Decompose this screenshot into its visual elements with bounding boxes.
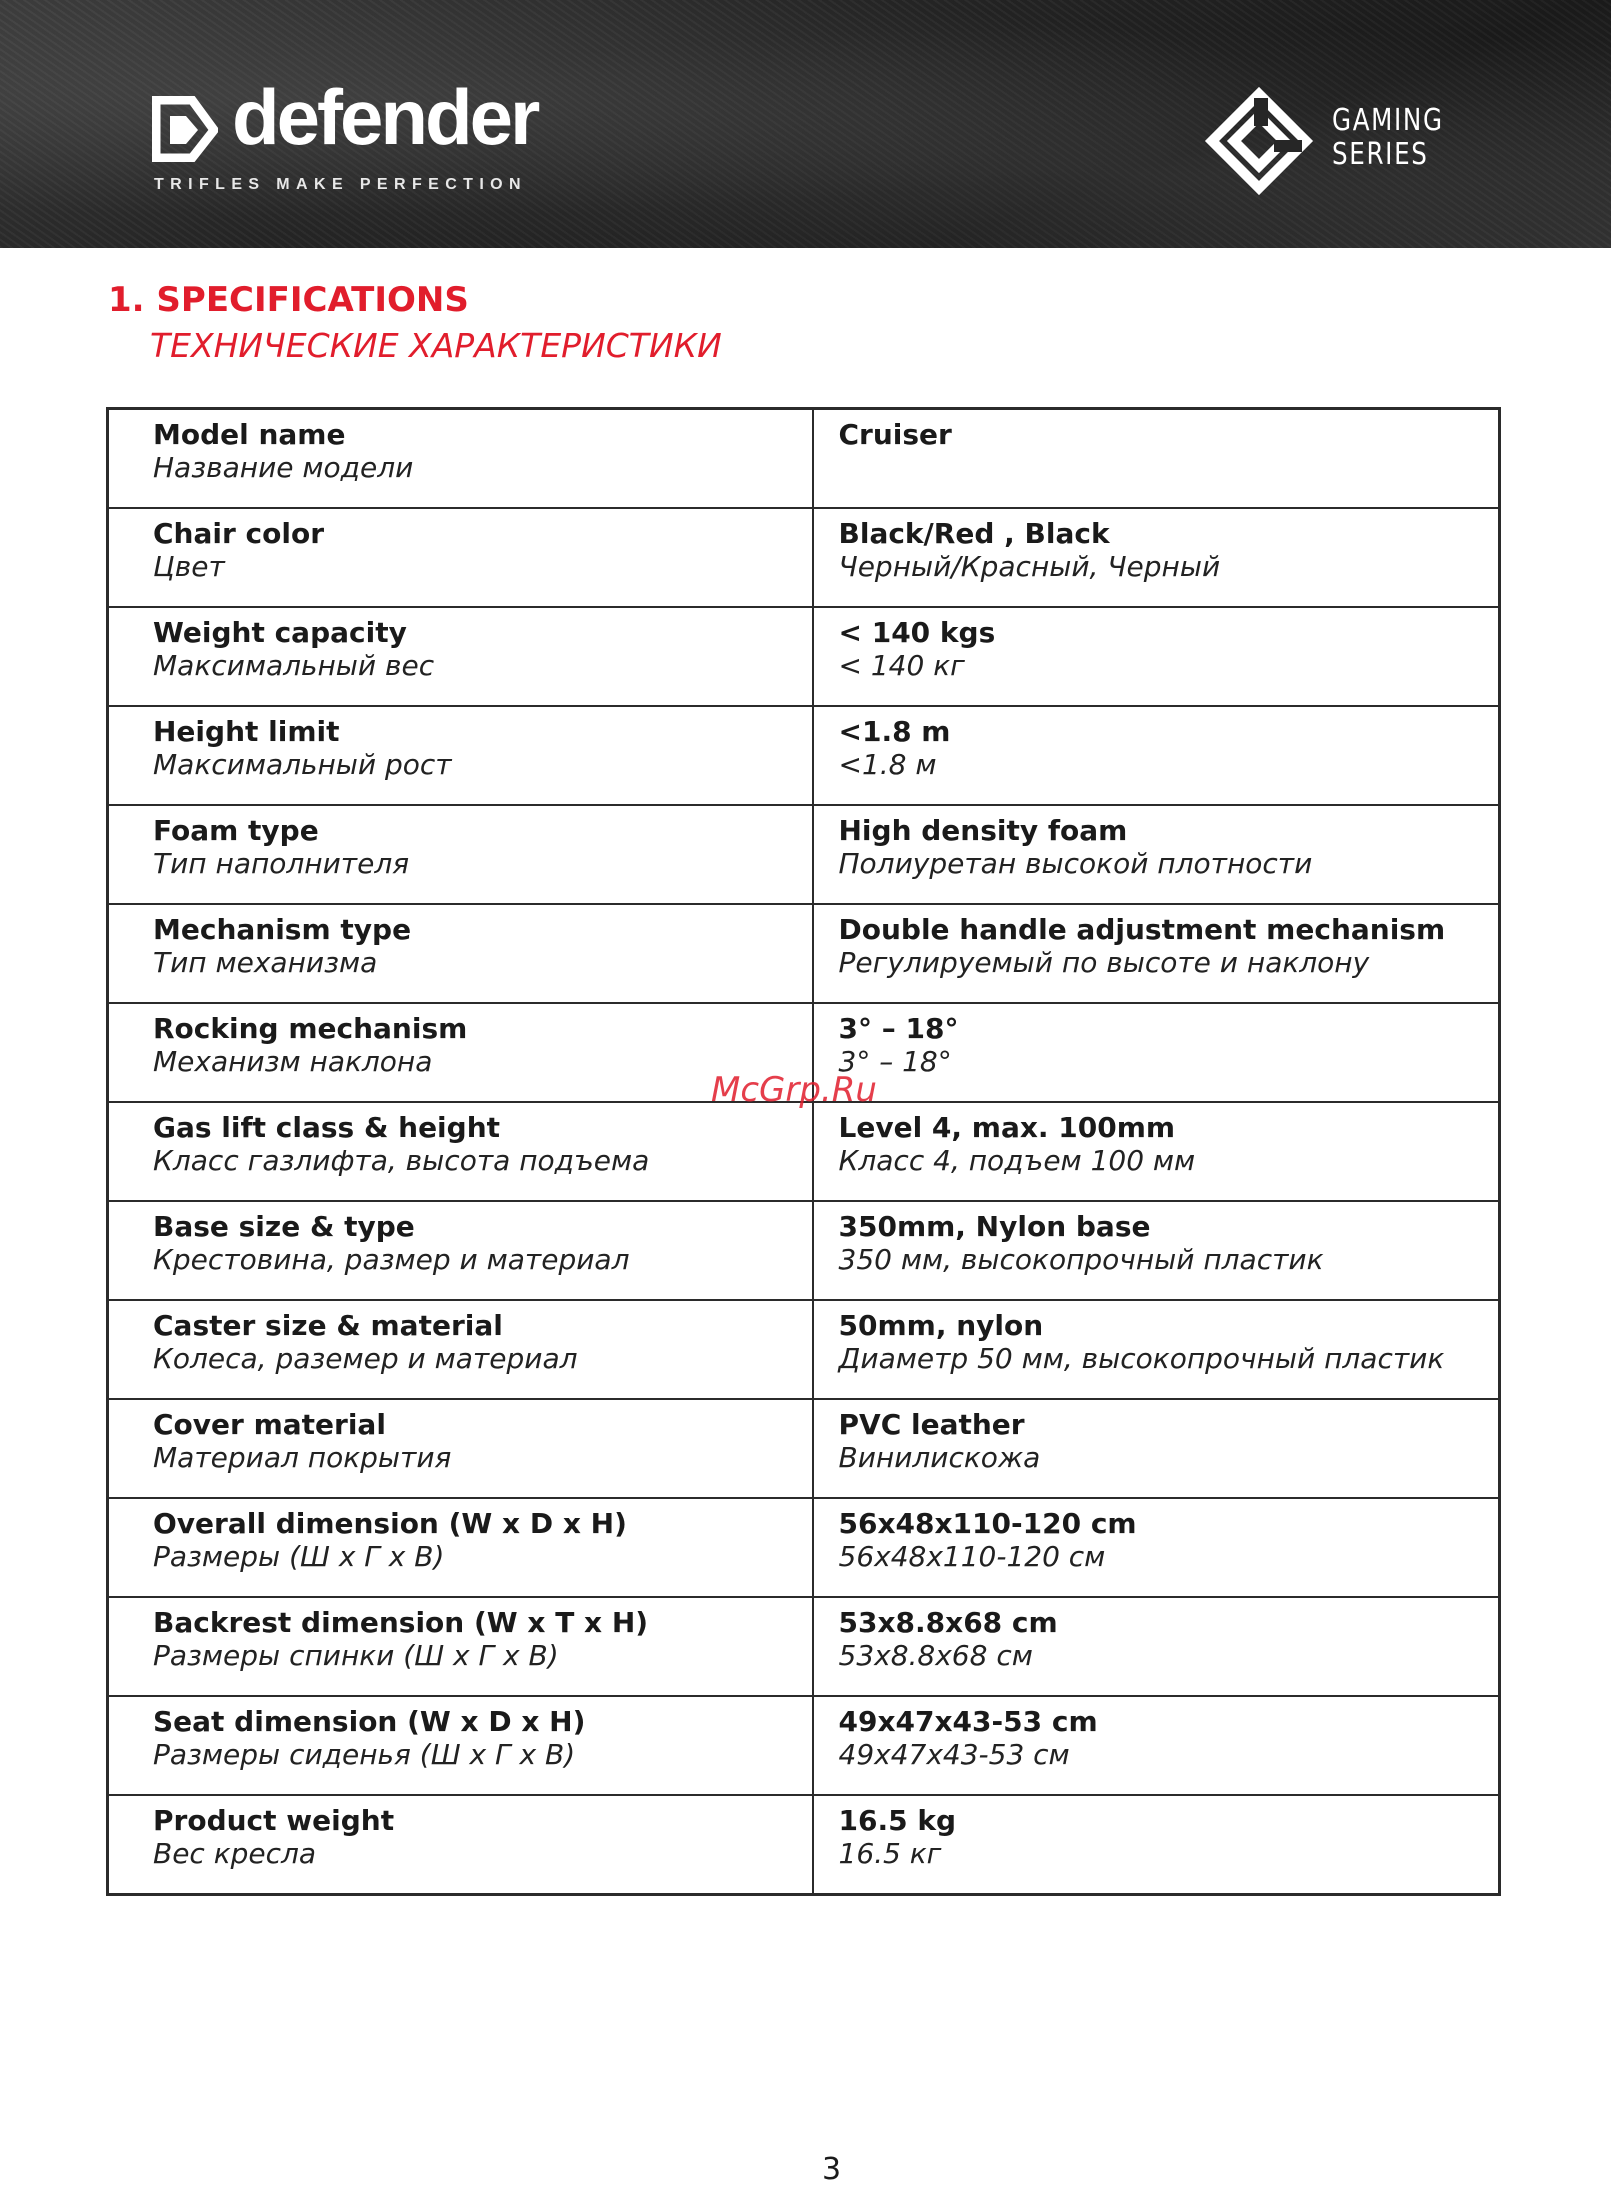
spec-value-ru: 53x8.8x68 см: [838, 1639, 1033, 1672]
spec-value-ru: Черный/Красный, Черный: [838, 550, 1221, 583]
spec-label-cell: [108, 1102, 813, 1201]
spec-value-cell: [813, 1795, 1500, 1895]
spec-value-ru: 16.5 кг: [838, 1837, 942, 1870]
spec-label-en: Backrest dimension (W x T x H): [153, 1606, 649, 1639]
spec-label-cell: [108, 1300, 813, 1399]
spec-label-ru: Класс газлифта, высота подъема: [153, 1144, 650, 1177]
spec-value-en: Cruiser: [838, 418, 952, 451]
spec-label-ru: Название модели: [153, 451, 414, 484]
spec-value-ru: <1.8 м: [838, 748, 937, 781]
spec-value-cell: [813, 706, 1500, 805]
spec-label-ru: Вес кресла: [153, 1837, 317, 1870]
table-row: [108, 706, 1500, 805]
spec-label-cell: [108, 1201, 813, 1300]
spec-value-ru: < 140 кг: [838, 649, 965, 682]
spec-label-ru: Максимальный рост: [153, 748, 452, 781]
spec-label-cell: [108, 508, 813, 607]
spec-label-ru: Тип механизма: [153, 946, 378, 979]
spec-value-en: 56x48x110-120 cm: [838, 1507, 1137, 1540]
spec-label-en: Rocking mechanism: [153, 1012, 468, 1045]
spec-label-cell: [108, 1399, 813, 1498]
spec-label-en: Base size & type: [153, 1210, 415, 1243]
spec-label-cell: [108, 607, 813, 706]
spec-label-ru: Размеры спинки (Ш х Г х В): [153, 1639, 559, 1672]
header-banner: [0, 0, 1611, 248]
spec-label-ru: Размеры (Ш х Г х В): [153, 1540, 445, 1573]
spec-label-en: Gas lift class & height: [153, 1111, 501, 1144]
spec-label-cell: [108, 1597, 813, 1696]
spec-label-ru: Тип наполнителя: [153, 847, 410, 880]
brand-name: defender: [232, 73, 538, 161]
spec-label-en: Seat dimension (W x D x H): [153, 1705, 586, 1738]
spec-value-cell: [813, 1003, 1500, 1102]
spec-label-en: Cover material: [153, 1408, 386, 1441]
defender-logo: [152, 73, 572, 202]
spec-value-en: Level 4, max. 100mm: [838, 1111, 1176, 1144]
table-row: [108, 607, 1500, 706]
spec-value-ru: 350 мм, высокопрочный пластик: [838, 1243, 1324, 1276]
spec-label-cell: [108, 409, 813, 509]
spec-label-ru: Максимальный вес: [153, 649, 435, 682]
brand-tagline: TRIFLES MAKE PERFECTION: [154, 176, 527, 193]
spec-value-cell: [813, 1498, 1500, 1597]
spec-value-en: High density foam: [838, 814, 1128, 847]
spec-label-en: Foam type: [153, 814, 319, 847]
section-title: 1. SPECIFICATIONS: [108, 280, 469, 320]
spec-label-cell: [108, 904, 813, 1003]
table-row: [108, 805, 1500, 904]
spec-value-en: 53x8.8x68 cm: [838, 1606, 1058, 1639]
spec-label-en: Chair color: [153, 517, 325, 550]
spec-label-ru: Колеса, раземер и материал: [153, 1342, 578, 1375]
table-row: [108, 1300, 1500, 1399]
gaming-series-logo: [1204, 86, 1464, 196]
spec-label-cell: [108, 1003, 813, 1102]
spec-value-ru: Винилискожа: [838, 1441, 1041, 1474]
spec-value-cell: [813, 1201, 1500, 1300]
page-number: 3: [822, 2152, 842, 2187]
spec-label-en: Caster size & material: [153, 1309, 503, 1342]
table-row: [108, 904, 1500, 1003]
spec-value-en: 16.5 kg: [838, 1804, 956, 1837]
spec-label-ru: Материал покрытия: [153, 1441, 452, 1474]
spec-value-en: PVC leather: [838, 1408, 1025, 1441]
spec-value-en: 3° – 18°: [838, 1012, 959, 1045]
table-row: [108, 1201, 1500, 1300]
spec-value-en: <1.8 m: [838, 715, 951, 748]
table-row: [108, 1399, 1500, 1498]
spec-label-en: Mechanism type: [153, 913, 412, 946]
specifications-body: [108, 409, 1500, 1895]
spec-value-cell: [813, 805, 1500, 904]
spec-value-cell: [813, 1399, 1500, 1498]
spec-label-en: Height limit: [153, 715, 340, 748]
spec-value-en: < 140 kgs: [838, 616, 996, 649]
spec-value-en: Double handle adjustment mechanism: [838, 913, 1446, 946]
gaming-series-line1: GAMING: [1332, 103, 1444, 138]
spec-value-ru: Класс 4, подъем 100 мм: [838, 1144, 1196, 1177]
spec-label-en: Product weight: [153, 1804, 395, 1837]
spec-value-cell: [813, 508, 1500, 607]
spec-value-en: Black/Red , Black: [838, 517, 1110, 550]
spec-value-cell: [813, 1597, 1500, 1696]
spec-value-ru: 3° – 18°: [838, 1045, 952, 1078]
gaming-series-text: [1332, 104, 1444, 172]
spec-value-ru: Диаметр 50 мм, высокопрочный пластик: [838, 1342, 1445, 1375]
spec-value-en: 49x47x43-53 cm: [838, 1705, 1098, 1738]
spec-value-cell: [813, 1300, 1500, 1399]
spec-label-ru: Механизм наклона: [153, 1045, 433, 1078]
table-row: [108, 508, 1500, 607]
defender-shield-icon: [152, 96, 218, 162]
spec-label-cell: [108, 1696, 813, 1795]
spec-value-ru: 56x48x110-120 см: [838, 1540, 1106, 1573]
spec-label-cell: [108, 706, 813, 805]
table-row: [108, 409, 1500, 509]
table-row: [108, 1795, 1500, 1895]
table-row: [108, 1498, 1500, 1597]
spec-label-en: Weight capacity: [153, 616, 407, 649]
spec-label-ru: Крестовина, размер и материал: [153, 1243, 630, 1276]
spec-value-en: 50mm, nylon: [838, 1309, 1044, 1342]
spec-label-en: Model name: [153, 418, 346, 451]
spec-value-en: 350mm, Nylon base: [838, 1210, 1151, 1243]
spec-label-ru: Размеры сиденья (Ш х Г х В): [153, 1738, 576, 1771]
spec-label-cell: [108, 1795, 813, 1895]
spec-value-cell: [813, 904, 1500, 1003]
spec-value-ru: 49x47x43-53 см: [838, 1738, 1070, 1771]
table-row: [108, 1696, 1500, 1795]
gaming-series-icon: [1204, 86, 1314, 196]
spec-value-cell: [813, 409, 1500, 509]
spec-label-cell: [108, 1498, 813, 1597]
spec-label-en: Overall dimension (W x D x H): [153, 1507, 627, 1540]
spec-value-ru: Регулируемый по высоте и наклону: [838, 946, 1370, 979]
spec-value-cell: [813, 607, 1500, 706]
table-row: [108, 1597, 1500, 1696]
table-row: [108, 1102, 1500, 1201]
spec-label-cell: [108, 805, 813, 904]
spec-value-cell: [813, 1102, 1500, 1201]
gaming-series-line2: SERIES: [1332, 137, 1429, 172]
specifications-table: [106, 407, 1501, 1896]
watermark: McGrp.Ru: [711, 1070, 877, 1110]
spec-label-ru: Цвет: [153, 550, 225, 583]
spec-value-ru: Полиуретан высокой плотности: [838, 847, 1313, 880]
section-subtitle: ТЕХНИЧЕСКИЕ ХАРАКТЕРИСТИКИ: [150, 326, 722, 365]
spec-value-cell: [813, 1696, 1500, 1795]
